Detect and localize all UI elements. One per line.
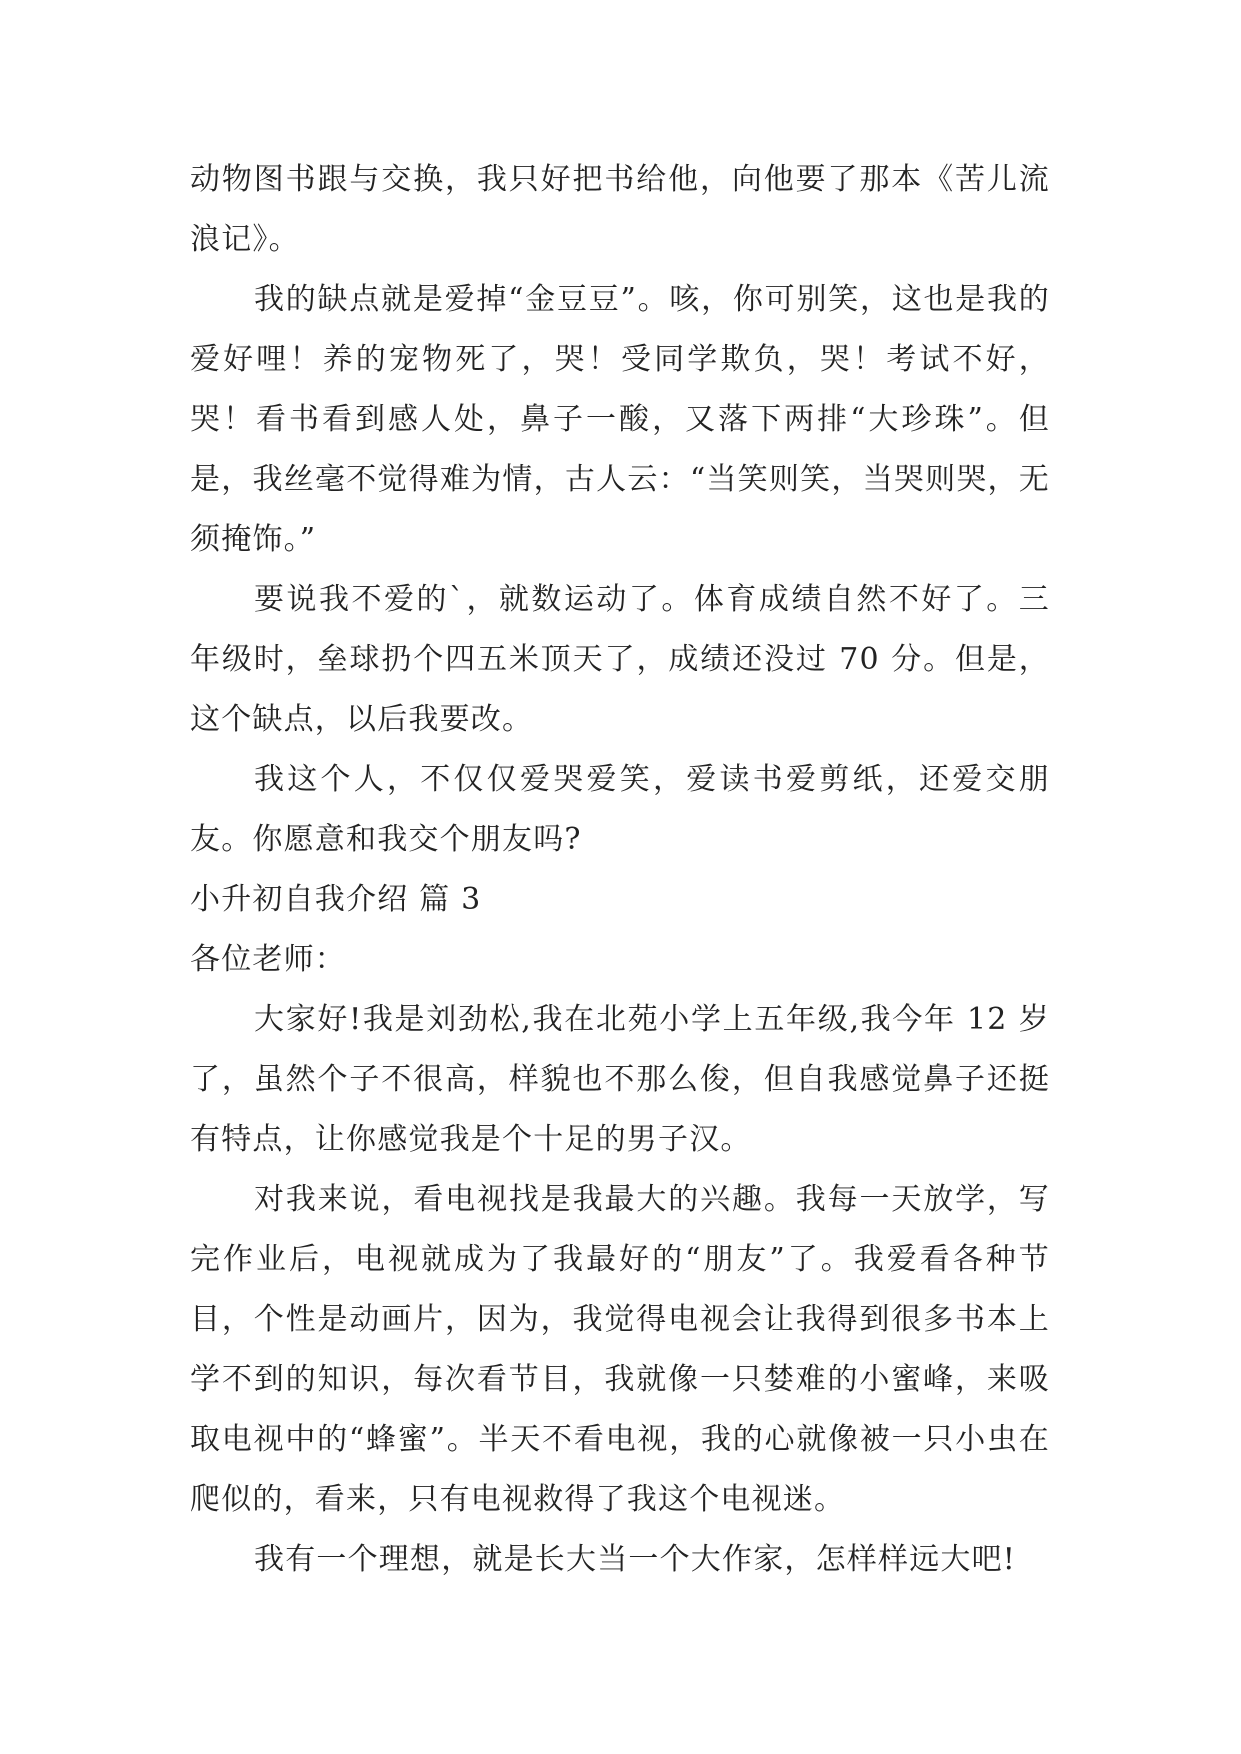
salutation: 各位老师： [190, 942, 346, 977]
section-heading: 小升初自我介绍 篇 3 [190, 882, 482, 917]
paragraph-interests: 对我来说，看电视找是我最大的兴趣。我每一天放学，写完作业后，电视就成为了我最好的“朋友”了。我爱看各种节目，个性是动画片，因为，我觉得电视会让我得到很多书本上学不到的知识，每次看节目，我就像一只婪难的小蜜峰，来吸取电视中的“蜂蜜”。半天不看电视，我的心就像被一只小虫在爬似的，看来，只有电视救得了我这个电视迷。 [190, 1182, 1050, 1517]
paragraph-shortcomings: 我的缺点就是爱掉“金豆豆”。咳，你可别笑，这也是我的爱好哩！养的宠物死了，哭！受同学欺负，哭！考试不好，哭！看书看到感人处，鼻子一酸，又落下两排“大珍珠”。但是，我丝毫不觉得难为情，古人云：“当笑则笑，当哭则哭，无须掩饰。” [190, 282, 1050, 557]
paragraph-friends: 我这个人，不仅仅爱哭爱笑，爱读书爱剪纸，还爱交朋友。你愿意和我交个朋友吗? [190, 762, 1050, 857]
paragraph-continuation: 动物图书跟与交换，我只好把书给他，向他要了那本《苦儿流浪记》。 [190, 162, 1050, 257]
document-body [190, 150, 1050, 1590]
paragraph-ideal: 我有一个理想，就是长大当一个大作家，怎样样远大吧! [254, 1542, 1017, 1577]
paragraph-introduction: 大家好!我是刘劲松,我在北苑小学上五年级,我今年 12 岁了，虽然个子不很高，样貌也不那么俊，但自我感觉鼻子还挺有特点，让你感觉我是个十足的男子汉。 [190, 1002, 1050, 1157]
paragraph-sports: 要说我不爱的`，就数运动了。体育成绩自然不好了。三年级时，垒球扔个四五米顶天了，成绩还没过 70 分。但是，这个缺点，以后我要改。 [190, 582, 1050, 737]
